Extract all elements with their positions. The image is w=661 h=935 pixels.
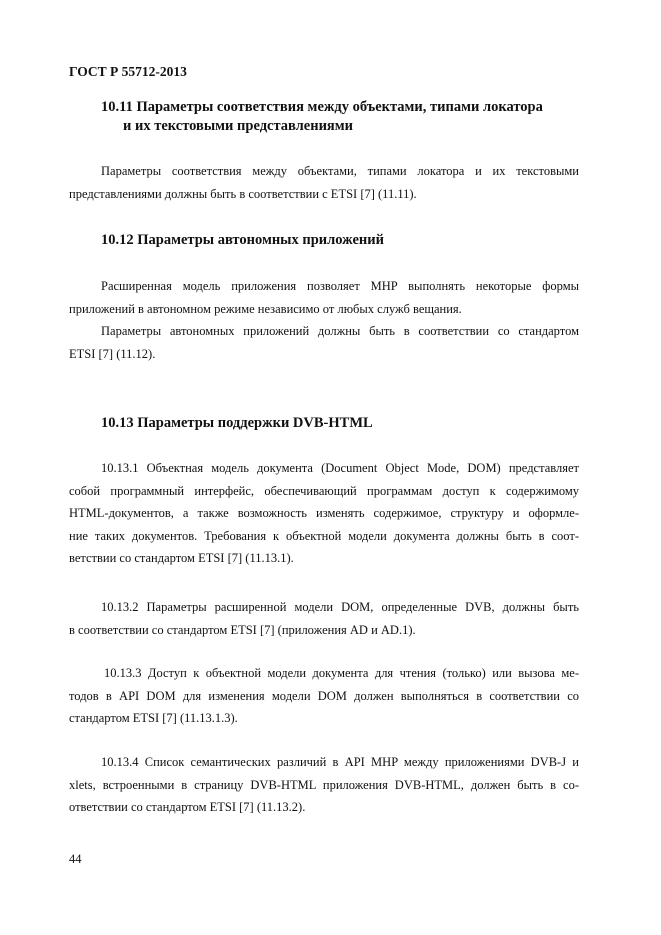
text-line: приложений в автономном режиме независимо от любых служб вещания. [69, 301, 462, 316]
document-header: ГОСТ Р 55712-2013 [69, 64, 187, 79]
text-line: представлениями должны быть в соответствии с ETSI [7] (11.11). [69, 186, 417, 201]
text-line: Расширенная модель приложения позволяет MHP выполнять некоторые формы [101, 279, 579, 293]
text-line: 10.13.2 Параметры расширенной модели DOM, определенные DVB, должны быть [101, 600, 579, 614]
text-line: 10.13.4 Список семантических различий в API MHP между приложениями DVB-J и [101, 755, 579, 769]
page-number: 44 [69, 852, 82, 866]
text-line: Параметры автономных приложений должны быть в соответствии со стандартом [101, 324, 579, 338]
paragraph [69, 457, 579, 570]
paragraph [69, 320, 579, 365]
section-title-line: и их текстовыми представлениями [123, 118, 354, 134]
text-line: тодов в API DOM для изменения модели DOM должен выполняться в соответствии со [69, 688, 579, 703]
text-line: 10.13.3 Доступ к объектной модели документа для чтения (только) или вызова ме- [104, 666, 579, 680]
text-line: в соответствии со стандартом ETSI [7] (приложения AD и AD.1). [69, 622, 416, 637]
paragraph [69, 596, 579, 641]
text-line: стандартом ETSI [7] (11.13.1.3). [69, 711, 238, 725]
paragraph [69, 662, 579, 730]
text-line: ответствии со стандартом ETSI [7] (11.13.2). [69, 800, 306, 814]
text-line: ETSI [7] (11.12). [69, 346, 156, 361]
paragraph [69, 275, 579, 320]
paragraph [69, 751, 579, 819]
text-line: 10.13.1 Объектная модель документа (Document Object Mode, DOM) представляет [101, 461, 579, 475]
text-line: ветствии со стандартом ETSI [7] (11.13.1). [69, 551, 294, 565]
section-title-10-12: 10.12 Параметры автономных приложений [101, 232, 384, 248]
section-title-10-11 [101, 98, 601, 136]
text-line: собой программный интерфейс, обеспечивающий программам доступ к содержимому [69, 483, 579, 498]
text-line: HTML-документов, а также возможность изменять содержимое, структуру и оформле- [69, 506, 579, 520]
paragraph [69, 160, 579, 205]
section-title-10-13: 10.13 Параметры поддержки DVB-HTML [101, 415, 373, 431]
section-title-line: 10.11 Параметры соответствия между объектами, типами локатора [101, 99, 543, 115]
text-line: ние таких документов. Требования к объектной модели документа должны быть в соот- [69, 528, 579, 543]
text-line: xlets, встроенными в страницу DVB-HTML приложения DVB-HTML, должен быть в со- [69, 777, 579, 792]
text-line: Параметры соответствия между объектами, типами локатора и их текстовыми [101, 164, 579, 178]
